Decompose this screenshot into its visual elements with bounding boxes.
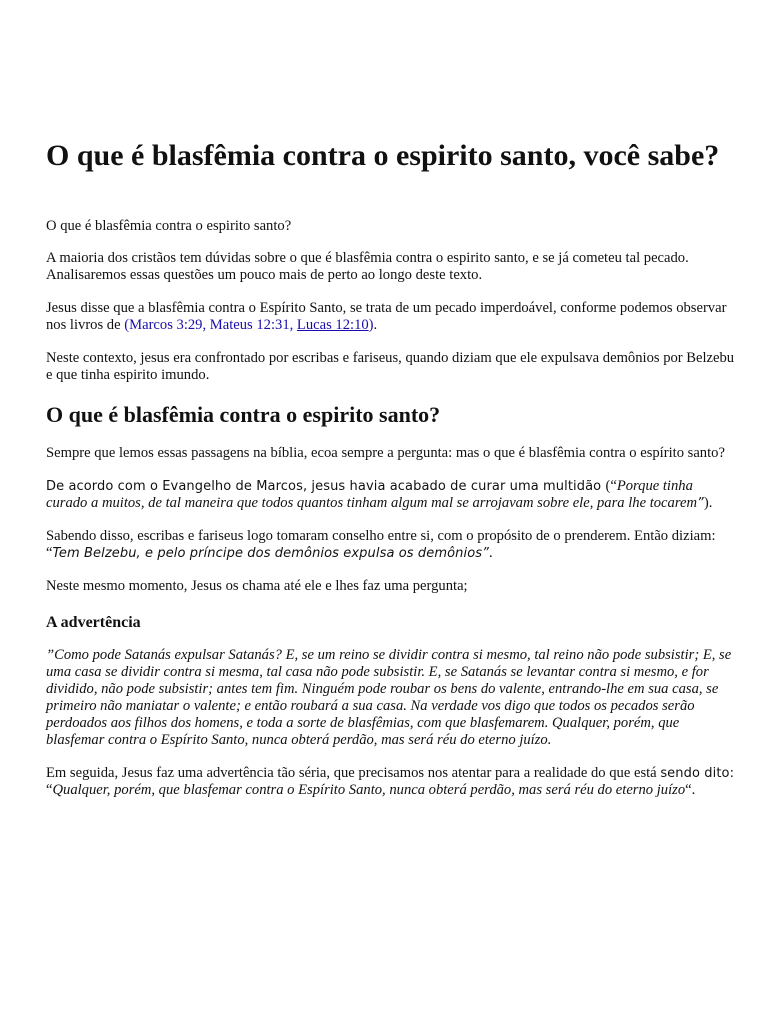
paragraph-warning [46, 765, 736, 799]
quote-close: ” [697, 496, 704, 511]
paragraph-scribes-end: . [489, 545, 493, 561]
scripture-refs: (Marcos 3:29, Mateus 12:31, [124, 317, 297, 333]
paragraph-doubts: A maioria dos cristãos tem dúvidas sobre o que é blasfêmia contra o espirito santo, e se já cometeu tal pecado. Analisaremos essas questões um pouco mais de perto ao longo deste texto. [46, 250, 689, 283]
quote-eternal-judgment: Qualquer, porém, que blasfemar contra o Espírito Santo, nunca obterá perdão, mas será réu do eterno juízo [52, 782, 686, 798]
paragraph-gospel-mark-end: ). [703, 495, 713, 511]
quote-open: (“ [605, 478, 617, 494]
paragraph-question-echo: Sempre que lemos essas passagens na bíblia, ecoa sempre a pergunta: mas o que é blasfêmia contra o espírito santo? [46, 445, 725, 461]
subsection-heading: A advertência [46, 614, 141, 631]
paragraph-question: Neste mesmo momento, Jesus os chama até ele e lhes faz uma pergunta; [46, 578, 468, 594]
page-title: O que é blasfêmia contra o espirito santo, você sabe? [46, 139, 720, 172]
paragraph-unforgivable-text: Jesus disse que a blasfêmia contra o Espírito Santo, se trata de um pecado imperdoável, conforme podemos observar nos livros de [46, 300, 727, 333]
article-body [46, 138, 736, 799]
paragraph-intro-question: O que é blasfêmia contra o espirito santo? [46, 218, 292, 234]
quote-open: “ [46, 782, 53, 798]
quote-open: “ [46, 545, 53, 561]
paragraph-unforgivable-end: . [373, 317, 378, 333]
paragraph-gospel-mark [46, 478, 736, 512]
link-lucas-12-10[interactable]: Lucas 12:10 [296, 317, 369, 333]
quote-belzebu: Tem Belzebu, e pelo príncipe dos demônios expulsa os demônios [52, 546, 483, 561]
paragraph-gospel-mark-lead: De acordo com o Evangelho de Marcos, jesus havia acabado de curar uma multidão [46, 479, 606, 494]
quote-warning-block: ”Como pode Satanás expulsar Satanás? E, se um reino se dividir contra si mesmo, tal reino não pode subsistir; E, se uma casa se dividir contra si mesma, tal casa não pode subsistir. E, se Satanás se levantar contra si mesmo, e for dividido, não pode subsistir; antes tem fim. Ninguém pode roubar os bens do valente, entrando-lhe em sua casa, se primeiro não maniatar o valente; e então roubará a sua casa. Na verdade vos digo que todos os pecados serão perdoados aos filhos dos homens, e toda a sorte de blasfêmias, com que blasfemarem. Qualquer, porém, que blasfemar contra o Espírito Santo, nunca obterá perdão, mas será réu do eterno juízo. [46, 647, 732, 748]
paragraph-warning-end: . [691, 782, 696, 798]
quote-close: “ [685, 782, 692, 798]
paragraph-warning-lead2: sendo dito: [660, 766, 735, 781]
paragraph-warning-lead: Em seguida, Jesus faz uma advertência tão séria, que precisamos nos atentar para a realidade do que está [46, 765, 661, 781]
paragraph-unforgivable [46, 300, 736, 334]
paragraph-context: Neste contexto, jesus era confrontado por escribas e fariseus, quando diziam que ele expulsava demônios por Belzebu e que tinha espirito imundo. [46, 350, 735, 383]
paragraph-scribes [46, 528, 736, 562]
quote-healing: Porque tinha curado a muitos, de tal maneira que todos quantos tinham algum mal se arrojavam sobre ele, para lhe tocarem [46, 478, 697, 511]
quote-close: ” [482, 546, 489, 561]
section-heading: O que é blasfêmia contra o espirito santo? [46, 402, 441, 427]
paragraph-scribes-lead: Sabendo disso, escribas e fariseus logo tomaram conselho entre si, com o propósito de o prenderem. Então diziam: [46, 528, 716, 544]
scripture-refs-close: ) [368, 317, 374, 333]
